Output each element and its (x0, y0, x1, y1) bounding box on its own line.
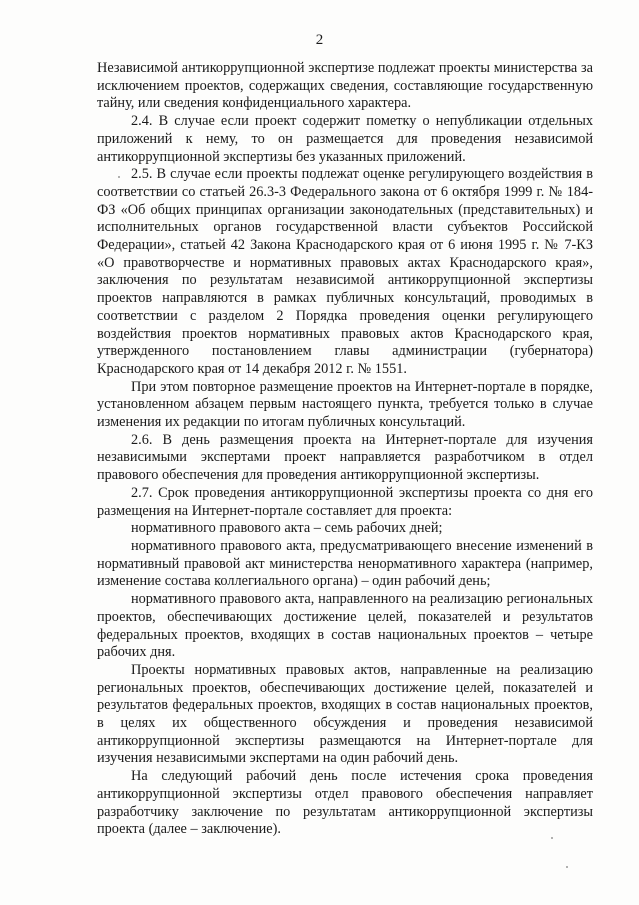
scan-speck (118, 176, 120, 178)
scan-speck (566, 866, 568, 868)
list-item-four-days: нормативного правового акта, направленного на реализацию региональных проектов, обеспечивающих достижение целей, показателей и результатов федеральных проектов, входящих в состав национальных проектов – четыре рабочих дня. (97, 591, 593, 661)
scan-speck (551, 837, 553, 839)
page-number: 2 (315, 32, 324, 48)
paragraph-regional-projects: Проекты нормативных правовых актов, направленные на реализацию региональных проектов, обеспечивающих достижение целей, показателей и результатов федеральных проектов, входящих в состав национальных проектов, в целях их общественного обсуждения и проведения независимой антикоррупционной экспертизы размещаются на Интернет-портале для изучения независимыми экспертами на один рабочий день. (97, 661, 593, 767)
paragraph-2-5: 2.5. В случае если проекты подлежат оценке регулирующего воздействия в соответствии со статьей 26.3-3 Федерального закона от 6 октября 1999 г. № 184-ФЗ «Об общих принципах организации законодательных (представительных) и исполнительных органов государственной власти субъектов Российской Федерации», статьей 42 Закона Краснодарского края от 6 июня 1995 г. № 7-КЗ «О правотворчестве и нормативных правовых актах Краснодарского края», заключения по результатам независимой антикоррупционной экспертизы проектов направляются в рамках публичных консультаций, проводимых в соответствии с разделом 2 Порядка проведения оценки регулирующего воздействия проектов нормативных правовых актов Краснодарского края, утвержденного постановлением главы администрации (губернатора) Краснодарского края от 14 декабря 2012 г. № 1551. (97, 166, 593, 377)
document-body (97, 60, 593, 839)
paragraph-next-working-day: На следующий рабочий день после истечения срока проведения антикоррупционной экспертизы отдел правового обеспечения направляет разработчику заключение по результатам антикоррупционной экспертизы проекта (далее – заключение). (97, 768, 593, 838)
paragraph-2-7: 2.7. Срок проведения антикоррупционной экспертизы проекта со дня его размещения на Интернет-портале составляет для проекта: (97, 484, 593, 519)
paragraph-2-4: 2.4. В случае если проект содержит пометку о непубликации отдельных приложений к нему, то он размещается для проведения независимой антикоррупционной экспертизы без указанных приложений. (97, 113, 593, 165)
list-item-seven-days: нормативного правового акта – семь рабочих дней; (131, 520, 443, 537)
list-item-one-day: нормативного правового акта, предусматривающего внесение изменений в нормативный правовой акт министерства ненормативного характера (например, изменение состава коллегиального органа) – один рабочий день; (97, 537, 593, 590)
paragraph-2-5-repeat-placement: При этом повторное размещение проектов на Интернет-портале в порядке, установленном абзацем первым настоящего пункта, требуется только в случае изменения их редакции по итогам публичных консультаций. (97, 378, 593, 431)
paragraph-intro: Независимой антикоррупционной экспертизе подлежат проекты министерства за исключением проектов, содержащих сведения, составляющие государственную тайну, или сведения конфиденциального характера. (97, 60, 593, 112)
paragraph-2-6: 2.6. В день размещения проекта на Интернет-портале для изучения независимыми экспертами проект направляется разработчиком в отдел правового обеспечения для проведения антикоррупционной экспертизы. (97, 431, 593, 484)
